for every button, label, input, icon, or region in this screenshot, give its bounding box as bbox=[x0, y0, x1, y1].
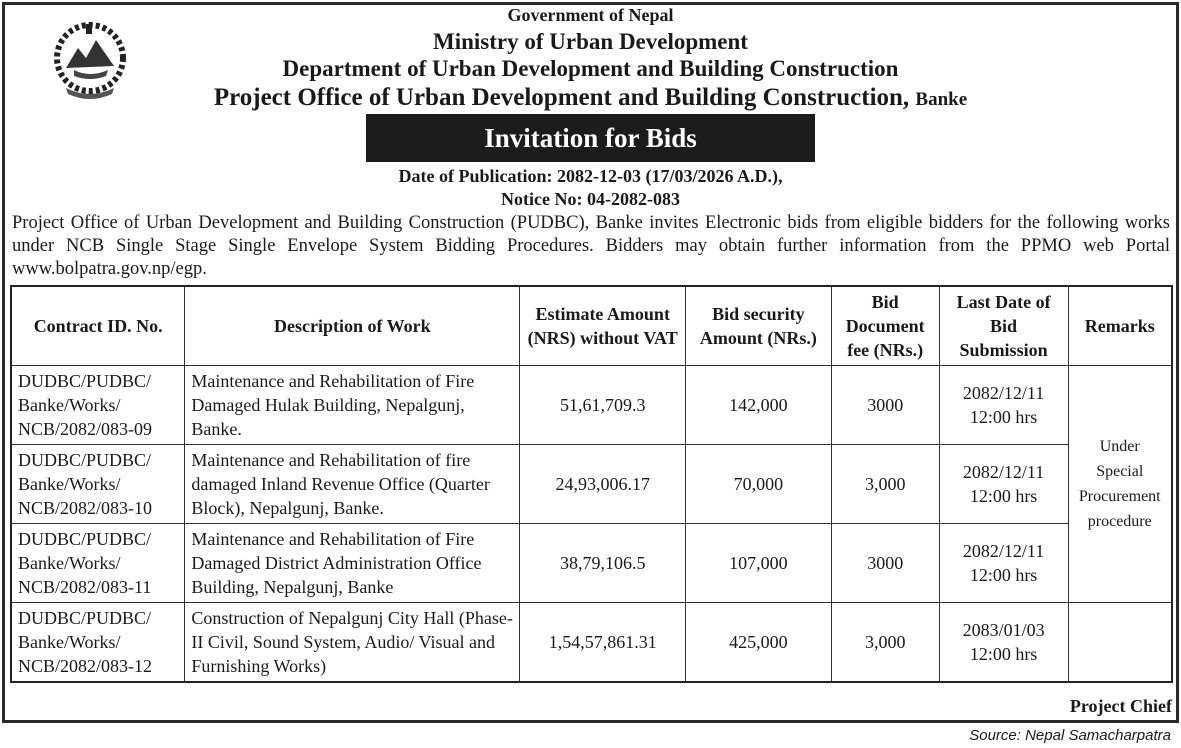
header-last-date: Last Date of Bid Submission bbox=[939, 286, 1068, 366]
contract-id: DUDBC/PUDBC/ Banke/Works/ NCB/2082/083-10 bbox=[11, 445, 185, 524]
publication-date: Date of Publication: 2082-12-03 (17/03/2026 A.D.), bbox=[398, 166, 783, 186]
last-date: 2082/12/11 12:00 hrs bbox=[939, 366, 1068, 445]
notice-number: Notice No: 04-2082-083 bbox=[501, 189, 680, 209]
bid-security: 142,000 bbox=[686, 366, 832, 445]
work-description: Maintenance and Rehabilitation of Fire Damaged District Administration Office Building, Nepalgunj, Banke bbox=[185, 524, 520, 603]
table-row bbox=[11, 603, 1172, 683]
office-location: Banke bbox=[915, 89, 968, 110]
bid-security: 70,000 bbox=[686, 445, 832, 524]
estimate-amount: 1,54,57,861.31 bbox=[520, 603, 686, 683]
contract-id: DUDBC/PUDBC/ Banke/Works/ NCB/2082/083-12 bbox=[11, 603, 185, 683]
contract-id: DUDBC/PUDBC/ Banke/Works/ NCB/2082/083-09 bbox=[11, 366, 185, 445]
remarks: Under Special Procurement procedure bbox=[1068, 366, 1172, 603]
document-fee: 3000 bbox=[831, 366, 939, 445]
bid-security: 425,000 bbox=[686, 603, 832, 683]
header-estimate: Estimate Amount (NRS) without VAT bbox=[520, 286, 686, 366]
last-date: 2083/01/03 12:00 hrs bbox=[939, 603, 1068, 683]
header-description: Description of Work bbox=[185, 286, 520, 366]
work-description: Construction of Nepalgunj City Hall (Phase-II Civil, Sound System, Audio/ Visual and Furnishing Works) bbox=[185, 603, 520, 683]
work-description: Maintenance and Rehabilitation of Fire Damaged Hulak Building, Nepalgunj, Banke. bbox=[185, 366, 520, 445]
remarks-empty bbox=[1068, 603, 1172, 683]
header-document-fee: Bid Document fee (NRs.) bbox=[831, 286, 939, 366]
header-remarks: Remarks bbox=[1068, 286, 1172, 366]
header-contract-id: Contract ID. No. bbox=[11, 286, 185, 366]
estimate-amount: 38,79,106.5 bbox=[520, 524, 686, 603]
header-bid-security: Bid security Amount (NRs.) bbox=[686, 286, 832, 366]
estimate-amount: 51,61,709.3 bbox=[520, 366, 686, 445]
table-row bbox=[11, 366, 1172, 445]
document-fee: 3000 bbox=[831, 524, 939, 603]
source-credit: Source: Nepal Samacharpatra bbox=[969, 727, 1171, 744]
estimate-amount: 24,93,006.17 bbox=[520, 445, 686, 524]
table-row bbox=[11, 445, 1172, 524]
bids-table bbox=[10, 285, 1173, 683]
government-heading: Government of Nepal bbox=[507, 5, 674, 25]
office-heading bbox=[0, 84, 1181, 112]
table-header-row bbox=[11, 286, 1172, 366]
signature-title: Project Chief bbox=[1069, 696, 1172, 716]
document-fee: 3,000 bbox=[831, 445, 939, 524]
department-heading: Department of Urban Development and Building Construction bbox=[282, 56, 899, 81]
table-row bbox=[11, 524, 1172, 603]
office-name: Project Office of Urban Development and Building Construction, bbox=[213, 84, 910, 111]
notice-title: Invitation for Bids bbox=[366, 114, 815, 162]
document-fee: 3,000 bbox=[831, 603, 939, 683]
notice-body: Project Office of Urban Development and Building Construction (PUDBC), Banke invites Electronic bids from eligible bidders for the following works under NCB Single Stage Single Envelope System Bidding Procedures. Bidders may obtain further information from the PPMO web Portal www.bolpatra.gov.np/egp. bbox=[12, 213, 1170, 279]
bid-security: 107,000 bbox=[686, 524, 832, 603]
ministry-heading: Ministry of Urban Development bbox=[433, 29, 748, 54]
contract-id: DUDBC/PUDBC/ Banke/Works/ NCB/2082/083-11 bbox=[11, 524, 185, 603]
work-description: Maintenance and Rehabilitation of fire damaged Inland Revenue Office (Quarter Block), Nepalgunj, Banke. bbox=[185, 445, 520, 524]
last-date: 2082/12/11 12:00 hrs bbox=[939, 445, 1068, 524]
last-date: 2082/12/11 12:00 hrs bbox=[939, 524, 1068, 603]
